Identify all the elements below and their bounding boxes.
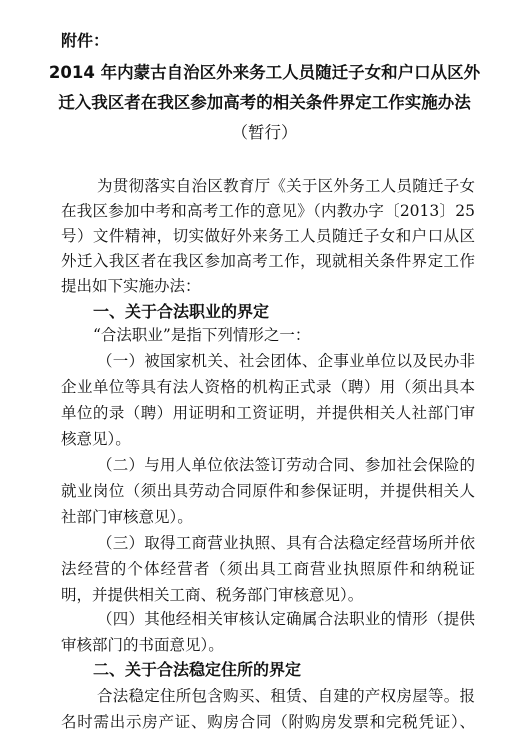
list-item-line: （四）其他经相关审核认定确属合法职业的情形（提供 [97,610,475,628]
document-title-line-3: （暂行） [231,123,298,142]
list-item-line: 法经营的个体经营者（须出具工商营业执照原件和纳税证 [61,560,475,578]
section-paragraph-line: 名时需出示房产证、购房合同（附购房发票和完税凭证）、 [61,713,475,731]
list-item-line: （一）被国家机关、社会团体、企事业单位以及民办非 [97,352,475,370]
section-paragraph-line: 合法稳定住所包含购买、租赁、自建的产权房屋等。报 [97,687,475,705]
section-heading: 一、关于合法职业的界定 [93,302,270,321]
list-item-line: 明，并提供相关工商、税务部门审核意见）。 [61,586,364,604]
intro-line: 号）文件精神，切实做好外来务工人员随迁子女和户口从区 [61,227,475,245]
section-paragraph: “合法职业”是指下列情形之一： [93,326,311,344]
list-item-line: 就业岗位（须出具劳动合同原件和参保证明，并提供相关人 [61,482,475,500]
intro-line: 为贯彻落实自治区教育厅《关于区外务工人员随迁子女 [97,177,475,195]
document-title-line-1: 2014 年内蒙古自治区外来务工人员随迁子女和户口从区外 [48,63,481,82]
list-item-line: 单位的录（聘）用证明和工资证明，并提供相关人社部门审 [61,404,475,422]
list-item-line: 核意见）。 [61,430,131,448]
list-item-line: 审核部门的书面意见）。 [61,634,481,656]
list-item-line: 企业单位等具有法人资格的机构正式录（聘）用（须出具本 [61,378,475,396]
list-item-line: （三）取得工商营业执照、具有合法稳定经营场所并依 [97,534,475,552]
section-heading: 二、关于合法稳定住所的界定 [93,659,513,681]
document-title-line-2: 迁入我区者在我区参加高考的相关条件界定工作实施办法 [58,93,471,112]
intro-line: 提出如下实施办法： [61,277,201,295]
list-item-line: （二）与用人单位依法签订劳动合同、参加社会保险的 [97,456,475,474]
intro-line: 外迁入我区者在我区参加高考工作，现就相关条件界定工作 [61,252,475,270]
attachment-label: 附件： [61,31,110,50]
intro-line: 在我区参加中考和高考工作的意见》（内教办字〔2013〕25 [61,202,475,220]
list-item-line: 社部门审核意见）。 [61,508,193,526]
